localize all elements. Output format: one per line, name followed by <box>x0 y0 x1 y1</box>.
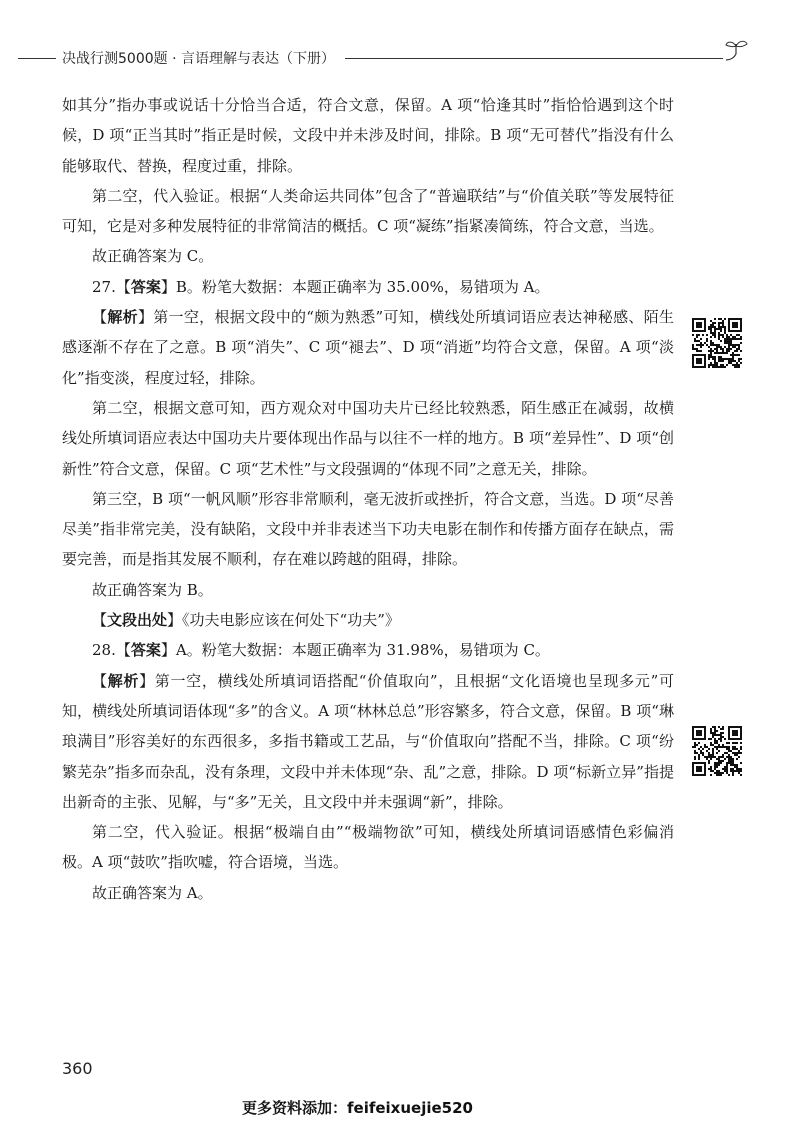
paragraph-text: 如其分”指办事或说话十分恰当合适，符合文意，保留。A 项“恰逢其时”指恰恰遇到这个时候，D 项“正当其时”指正是时候，文段中并未涉及时间，排除。B 项“无可替代”指没有什么能够取代、替换，程度过重，排除。 <box>62 96 674 175</box>
paragraph <box>62 90 674 181</box>
paragraph-text: 【 <box>92 308 108 327</box>
paragraph <box>62 666 674 817</box>
paragraph-text: 】B。粉笔大数据：本题正确率为 35.00%，易错项为 A。 <box>160 277 550 296</box>
paragraph <box>62 575 674 605</box>
page-header <box>0 36 800 66</box>
paragraph-text: 【 <box>92 671 108 690</box>
paragraph <box>62 393 674 484</box>
paragraph <box>62 302 674 393</box>
paragraph-text: 故正确答案为 A。 <box>92 883 213 902</box>
paragraph-text: 第三空，B 项“一帆风顺”形容非常顺利，毫无波折或挫折，符合文意，当选。D 项“尽善尽美”指非常完美，没有缺陷，文段中并非表述当下功夫电影在制作和传播方面存在缺点，需要完善，而是指其发展不顺利，存在难以跨越的阻碍，排除。 <box>62 489 674 569</box>
footer-note: 更多资料添加：feifeixuejie520 <box>242 1099 473 1117</box>
header-rule-left <box>18 58 56 59</box>
running-title: 决战行测5000题 · 言语理解与表达（下册） <box>62 51 335 67</box>
bold-label: 答案 <box>130 641 161 660</box>
paragraph-text: 【 <box>92 611 108 630</box>
bold-label: 答案 <box>130 277 161 296</box>
paragraph <box>62 181 674 242</box>
paragraph-text: 第二空，代入验证。根据“人类命运共同体”包含了“普遍联结”与“价值关联”等发展特征可知，它是对多种发展特征的非常简洁的概括。C 项“凝练”指紧凑简练，符合文意，当选。 <box>62 186 674 236</box>
paragraph <box>62 241 674 271</box>
sprout-icon <box>722 38 750 64</box>
paragraph-text: 】《功夫电影应该在何处下“功夫”》 <box>167 611 400 630</box>
paragraph <box>62 878 674 908</box>
header-rule-right <box>345 58 723 59</box>
paragraph-text: 故正确答案为 C。 <box>92 247 214 266</box>
qr-code-icon[interactable] <box>692 726 742 776</box>
paragraph-text: 】第一空，根据文段中的“颇为熟悉”可知，横线处所填词语应表达神秘感、陌生感逐渐不存在了之意。B 项“消失”、C 项“褪去”、D 项“消逝”均符合文意，保留。A 项“淡化”指变淡，程度过轻，排除。 <box>62 308 674 387</box>
bold-label: 解析 <box>107 308 138 327</box>
paragraph-text: 】第一空，横线处所填词语搭配“价值取向”，且根据“文化语境也呈现多元”可知，横线处所填词语体现“多”的含义。A 项“林林总总”形容繁多，符合文意，保留。B 项“琳琅满目”形容美好的东西很多，多指书籍或工艺品，与“价值取向”搭配不当，排除。C 项“纷繁芜杂”指多而杂乱，没有条理，文段中并未体现“杂、乱”之意，排除。D 项“标新立异”指提出新奇的主张、见解，与“多”无关，且文段中并未强调“新”，排除。 <box>62 671 674 811</box>
paragraph-text: 第二空，代入验证。根据“极端自由”“极端物欲”可知，横线处所填词语感情色彩偏消极。A 项“鼓吹”指吹嘘，符合语境，当选。 <box>62 823 674 872</box>
paragraph-text: 第二空，根据文意可知，西方观众对中国功夫片已经比较熟悉，陌生感正在减弱，故横线处所填词语应表达中国功夫片要体现出作品与以往不一样的地方。B 项“差异性”、D 项“创新性”符合文意，保留。C 项“艺术性”与文段强调的“体现不同”之意无关，排除。 <box>62 398 674 478</box>
paragraph-text: 28.【 <box>92 641 131 660</box>
answer-explanations <box>62 90 674 908</box>
paragraph <box>62 817 674 878</box>
paragraph-text: 故正确答案为 B。 <box>92 580 213 599</box>
paragraph <box>62 484 674 575</box>
paragraph <box>62 272 674 302</box>
paragraph-text: 27.【 <box>92 277 131 296</box>
bold-label: 文段出处 <box>107 611 168 630</box>
qr-code-icon[interactable] <box>692 318 742 368</box>
paragraph-text: 】A。粉笔大数据：本题正确率为 31.98%，易错项为 C。 <box>160 641 550 660</box>
paragraph <box>62 635 674 665</box>
page-number: 360 <box>62 1059 93 1078</box>
bold-label: 解析 <box>107 671 140 690</box>
paragraph <box>62 605 674 635</box>
